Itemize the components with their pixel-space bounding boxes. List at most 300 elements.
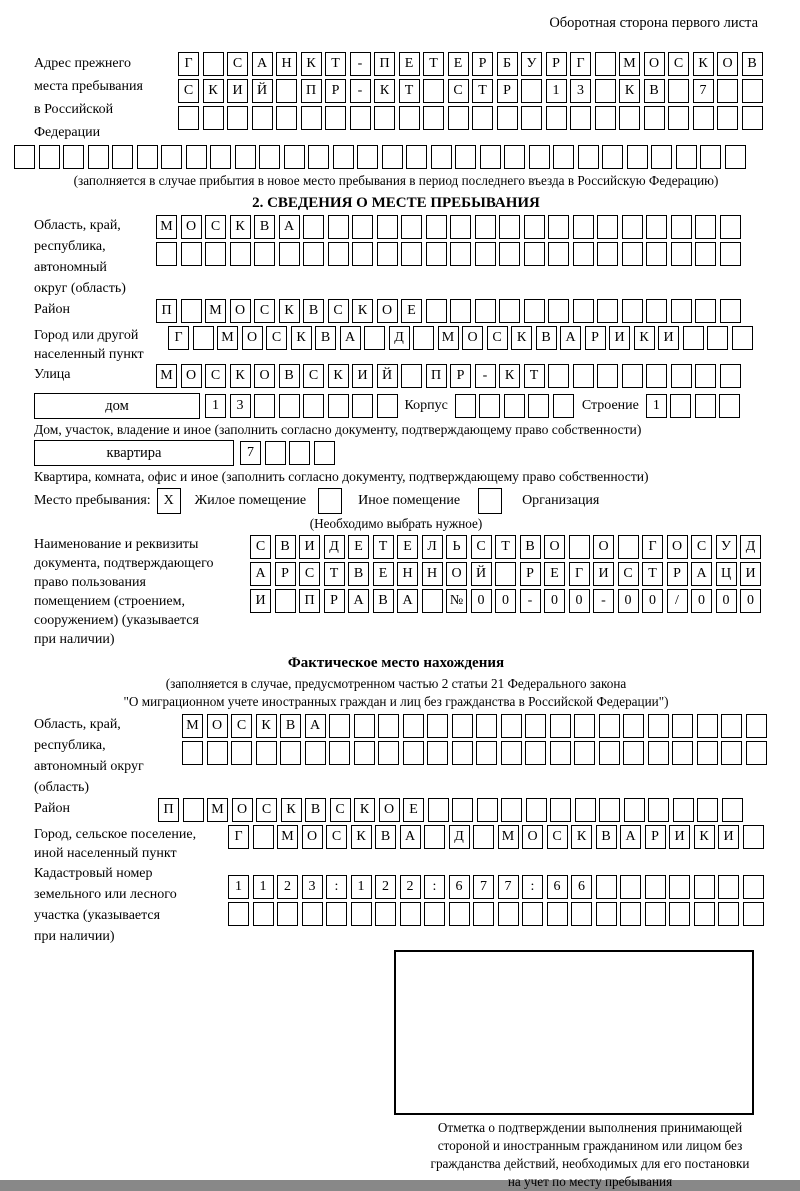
char-cell[interactable]: И xyxy=(299,535,320,559)
char-cell[interactable] xyxy=(504,394,525,418)
char-cell[interactable] xyxy=(475,215,496,239)
char-cell[interactable] xyxy=(498,902,519,926)
char-cell[interactable]: В xyxy=(536,326,557,350)
char-cell[interactable] xyxy=(377,242,398,266)
char-cell[interactable] xyxy=(450,242,471,266)
char-cell[interactable]: К xyxy=(301,52,322,76)
char-cell[interactable]: И xyxy=(352,364,373,388)
char-cell[interactable]: 0 xyxy=(642,589,663,613)
char-cell[interactable] xyxy=(382,145,403,169)
char-cell[interactable]: 1 xyxy=(228,875,249,899)
char-cell[interactable] xyxy=(578,145,599,169)
char-cell[interactable] xyxy=(720,364,741,388)
char-cell[interactable] xyxy=(403,714,424,738)
char-cell[interactable] xyxy=(427,714,448,738)
char-cell[interactable]: - xyxy=(520,589,541,613)
char-cell[interactable] xyxy=(284,145,305,169)
char-cell[interactable] xyxy=(553,145,574,169)
char-cell[interactable]: 0 xyxy=(618,589,639,613)
char-cell[interactable]: В xyxy=(596,825,617,849)
char-cell[interactable] xyxy=(455,394,476,418)
char-cell[interactable] xyxy=(277,902,298,926)
char-cell[interactable] xyxy=(742,79,763,103)
char-cell[interactable] xyxy=(137,145,158,169)
char-cell[interactable]: К xyxy=(374,79,395,103)
char-cell[interactable]: С xyxy=(231,714,252,738)
char-cell[interactable]: Р xyxy=(472,52,493,76)
char-cell[interactable]: С xyxy=(328,299,349,323)
char-cell[interactable] xyxy=(742,106,763,130)
char-cell[interactable]: О xyxy=(181,364,202,388)
char-cell[interactable] xyxy=(399,106,420,130)
char-cell[interactable]: О xyxy=(522,825,543,849)
char-cell[interactable] xyxy=(448,106,469,130)
char-cell[interactable] xyxy=(210,145,231,169)
char-cell[interactable]: 3 xyxy=(230,394,251,418)
char-cell[interactable] xyxy=(548,242,569,266)
char-cell[interactable] xyxy=(279,394,300,418)
char-cell[interactable]: О xyxy=(181,215,202,239)
char-cell[interactable] xyxy=(333,145,354,169)
char-cell[interactable]: К xyxy=(571,825,592,849)
char-cell[interactable] xyxy=(721,741,742,765)
char-cell[interactable] xyxy=(235,145,256,169)
char-cell[interactable] xyxy=(524,299,545,323)
char-cell[interactable]: С xyxy=(256,798,277,822)
char-cell[interactable] xyxy=(450,299,471,323)
char-cell[interactable] xyxy=(227,106,248,130)
char-cell[interactable]: 0 xyxy=(740,589,761,613)
char-cell[interactable] xyxy=(622,364,643,388)
char-cell[interactable] xyxy=(276,79,297,103)
char-cell[interactable] xyxy=(501,798,522,822)
char-cell[interactable]: Т xyxy=(324,562,345,586)
char-cell[interactable]: В xyxy=(315,326,336,350)
char-cell[interactable]: К xyxy=(279,299,300,323)
char-cell[interactable]: А xyxy=(560,326,581,350)
char-cell[interactable]: - xyxy=(593,589,614,613)
char-cell[interactable] xyxy=(720,299,741,323)
char-cell[interactable]: 7 xyxy=(473,875,494,899)
char-cell[interactable] xyxy=(328,242,349,266)
char-cell[interactable]: К xyxy=(291,326,312,350)
char-cell[interactable] xyxy=(326,902,347,926)
char-cell[interactable]: С xyxy=(330,798,351,822)
char-cell[interactable] xyxy=(426,215,447,239)
char-cell[interactable]: С xyxy=(205,215,226,239)
char-cell[interactable]: - xyxy=(350,79,371,103)
char-cell[interactable] xyxy=(228,902,249,926)
char-cell[interactable] xyxy=(707,326,728,350)
char-cell[interactable] xyxy=(377,215,398,239)
char-cell[interactable]: М xyxy=(498,825,519,849)
char-cell[interactable] xyxy=(746,741,767,765)
char-cell[interactable] xyxy=(553,394,574,418)
char-cell[interactable]: К xyxy=(351,825,372,849)
char-cell[interactable]: И xyxy=(227,79,248,103)
char-cell[interactable]: П xyxy=(156,299,177,323)
char-cell[interactable] xyxy=(253,825,274,849)
char-cell[interactable]: Т xyxy=(524,364,545,388)
char-cell[interactable]: С xyxy=(547,825,568,849)
char-cell[interactable] xyxy=(668,79,689,103)
char-cell[interactable] xyxy=(203,106,224,130)
char-cell[interactable] xyxy=(570,106,591,130)
char-cell[interactable]: Й xyxy=(377,364,398,388)
char-cell[interactable]: Р xyxy=(667,562,688,586)
char-cell[interactable] xyxy=(651,145,672,169)
char-cell[interactable]: Г xyxy=(569,562,590,586)
char-cell[interactable] xyxy=(203,52,224,76)
char-cell[interactable]: О xyxy=(207,714,228,738)
char-cell[interactable]: Г xyxy=(168,326,189,350)
char-cell[interactable] xyxy=(618,535,639,559)
char-cell[interactable]: С xyxy=(303,364,324,388)
char-cell[interactable]: К xyxy=(354,798,375,822)
char-cell[interactable]: 6 xyxy=(449,875,470,899)
char-cell[interactable]: М xyxy=(205,299,226,323)
char-cell[interactable] xyxy=(695,394,716,418)
char-cell[interactable]: Е xyxy=(373,562,394,586)
char-cell[interactable] xyxy=(548,215,569,239)
char-cell[interactable] xyxy=(697,798,718,822)
char-cell[interactable]: К xyxy=(619,79,640,103)
char-cell[interactable]: С xyxy=(254,299,275,323)
char-cell[interactable] xyxy=(401,242,422,266)
char-cell[interactable] xyxy=(497,106,518,130)
char-cell[interactable] xyxy=(645,875,666,899)
char-cell[interactable] xyxy=(718,902,739,926)
char-cell[interactable]: К xyxy=(634,326,655,350)
char-cell[interactable]: О xyxy=(593,535,614,559)
char-cell[interactable]: К xyxy=(693,52,714,76)
char-cell[interactable] xyxy=(183,798,204,822)
char-cell[interactable]: 0 xyxy=(716,589,737,613)
char-cell[interactable]: К xyxy=(328,364,349,388)
char-cell[interactable] xyxy=(329,714,350,738)
char-cell[interactable] xyxy=(112,145,133,169)
char-cell[interactable] xyxy=(732,326,753,350)
char-cell[interactable] xyxy=(524,215,545,239)
char-cell[interactable]: В xyxy=(644,79,665,103)
char-cell[interactable]: И xyxy=(609,326,630,350)
char-cell[interactable]: № xyxy=(446,589,467,613)
char-cell[interactable] xyxy=(39,145,60,169)
char-cell[interactable] xyxy=(161,145,182,169)
char-cell[interactable]: - xyxy=(475,364,496,388)
char-cell[interactable] xyxy=(599,741,620,765)
char-cell[interactable] xyxy=(364,326,385,350)
char-cell[interactable]: В xyxy=(305,798,326,822)
char-cell[interactable] xyxy=(431,145,452,169)
char-cell[interactable]: М xyxy=(217,326,238,350)
char-cell[interactable] xyxy=(670,394,691,418)
char-cell[interactable] xyxy=(501,741,522,765)
char-cell[interactable]: П xyxy=(301,79,322,103)
char-cell[interactable]: А xyxy=(279,215,300,239)
char-cell[interactable] xyxy=(525,714,546,738)
char-cell[interactable] xyxy=(597,215,618,239)
char-cell[interactable] xyxy=(717,106,738,130)
char-cell[interactable]: И xyxy=(740,562,761,586)
char-cell[interactable]: Д xyxy=(740,535,761,559)
char-cell[interactable]: А xyxy=(620,825,641,849)
char-cell[interactable]: И xyxy=(658,326,679,350)
char-cell[interactable]: А xyxy=(305,714,326,738)
char-cell[interactable]: 0 xyxy=(471,589,492,613)
char-cell[interactable]: 7 xyxy=(240,441,261,465)
char-cell[interactable] xyxy=(406,145,427,169)
char-cell[interactable] xyxy=(725,145,746,169)
char-cell[interactable] xyxy=(697,714,718,738)
char-cell[interactable] xyxy=(354,714,375,738)
char-cell[interactable]: 0 xyxy=(544,589,565,613)
char-cell[interactable]: 6 xyxy=(547,875,568,899)
char-cell[interactable] xyxy=(423,106,444,130)
char-cell[interactable] xyxy=(480,145,501,169)
char-cell[interactable] xyxy=(275,589,296,613)
char-cell[interactable] xyxy=(452,714,473,738)
char-cell[interactable] xyxy=(720,215,741,239)
char-cell[interactable]: 0 xyxy=(691,589,712,613)
char-cell[interactable] xyxy=(181,242,202,266)
char-cell[interactable] xyxy=(473,825,494,849)
char-cell[interactable]: О xyxy=(232,798,253,822)
char-cell[interactable]: С xyxy=(227,52,248,76)
char-cell[interactable]: С xyxy=(205,364,226,388)
char-cell[interactable]: Р xyxy=(585,326,606,350)
char-cell[interactable]: А xyxy=(250,562,271,586)
char-cell[interactable]: И xyxy=(250,589,271,613)
char-cell[interactable] xyxy=(599,714,620,738)
char-cell[interactable]: Г xyxy=(178,52,199,76)
char-cell[interactable]: О xyxy=(379,798,400,822)
char-cell[interactable]: Н xyxy=(276,52,297,76)
char-cell[interactable] xyxy=(695,299,716,323)
char-cell[interactable]: 1 xyxy=(253,875,274,899)
char-cell[interactable] xyxy=(697,741,718,765)
char-cell[interactable]: Т xyxy=(399,79,420,103)
char-cell[interactable]: С xyxy=(487,326,508,350)
char-cell[interactable]: К xyxy=(203,79,224,103)
char-cell[interactable]: Т xyxy=(373,535,394,559)
char-cell[interactable]: Р xyxy=(324,589,345,613)
char-cell[interactable] xyxy=(354,741,375,765)
char-cell[interactable]: Т xyxy=(423,52,444,76)
char-cell[interactable]: О xyxy=(462,326,483,350)
checkbox-residential-premises[interactable]: X xyxy=(157,488,181,514)
char-cell[interactable] xyxy=(648,798,669,822)
char-cell[interactable] xyxy=(597,364,618,388)
char-cell[interactable] xyxy=(308,145,329,169)
char-cell[interactable] xyxy=(548,299,569,323)
char-cell[interactable] xyxy=(550,798,571,822)
char-cell[interactable]: С xyxy=(448,79,469,103)
char-cell[interactable] xyxy=(186,145,207,169)
char-cell[interactable]: В xyxy=(373,589,394,613)
char-cell[interactable] xyxy=(182,741,203,765)
char-cell[interactable] xyxy=(329,741,350,765)
char-cell[interactable]: Ь xyxy=(446,535,467,559)
char-cell[interactable] xyxy=(499,215,520,239)
char-cell[interactable] xyxy=(289,441,310,465)
char-cell[interactable] xyxy=(644,106,665,130)
char-cell[interactable] xyxy=(622,299,643,323)
char-cell[interactable] xyxy=(547,902,568,926)
char-cell[interactable] xyxy=(648,741,669,765)
char-cell[interactable]: С xyxy=(266,326,287,350)
char-cell[interactable]: О xyxy=(644,52,665,76)
char-cell[interactable] xyxy=(550,714,571,738)
char-cell[interactable] xyxy=(673,798,694,822)
char-cell[interactable]: С xyxy=(326,825,347,849)
char-cell[interactable] xyxy=(452,741,473,765)
char-cell[interactable]: Т xyxy=(472,79,493,103)
char-cell[interactable] xyxy=(646,364,667,388)
char-cell[interactable]: В xyxy=(375,825,396,849)
char-cell[interactable]: О xyxy=(446,562,467,586)
char-cell[interactable] xyxy=(428,798,449,822)
char-cell[interactable] xyxy=(475,242,496,266)
char-cell[interactable]: И xyxy=(718,825,739,849)
char-cell[interactable]: М xyxy=(182,714,203,738)
char-cell[interactable] xyxy=(426,242,447,266)
char-cell[interactable]: П xyxy=(158,798,179,822)
char-cell[interactable] xyxy=(254,394,275,418)
char-cell[interactable] xyxy=(401,364,422,388)
char-cell[interactable] xyxy=(521,106,542,130)
char-cell[interactable]: Д xyxy=(389,326,410,350)
char-cell[interactable] xyxy=(231,741,252,765)
char-cell[interactable] xyxy=(276,106,297,130)
char-cell[interactable] xyxy=(427,741,448,765)
char-cell[interactable]: Е xyxy=(397,535,418,559)
char-cell[interactable] xyxy=(528,394,549,418)
char-cell[interactable] xyxy=(424,902,445,926)
char-cell[interactable] xyxy=(475,299,496,323)
char-cell[interactable]: М xyxy=(207,798,228,822)
char-cell[interactable]: Е xyxy=(401,299,422,323)
char-cell[interactable]: : xyxy=(522,875,543,899)
char-cell[interactable] xyxy=(476,741,497,765)
char-cell[interactable] xyxy=(569,535,590,559)
char-cell[interactable]: А xyxy=(348,589,369,613)
char-cell[interactable] xyxy=(377,394,398,418)
char-cell[interactable] xyxy=(597,299,618,323)
char-cell[interactable] xyxy=(495,562,516,586)
char-cell[interactable] xyxy=(622,215,643,239)
char-cell[interactable] xyxy=(602,145,623,169)
char-cell[interactable]: Т xyxy=(325,52,346,76)
char-cell[interactable] xyxy=(548,364,569,388)
char-cell[interactable]: С xyxy=(618,562,639,586)
char-cell[interactable]: Т xyxy=(642,562,663,586)
char-cell[interactable] xyxy=(623,741,644,765)
char-cell[interactable] xyxy=(325,106,346,130)
char-cell[interactable] xyxy=(378,741,399,765)
char-cell[interactable]: 3 xyxy=(302,875,323,899)
char-cell[interactable] xyxy=(449,902,470,926)
char-cell[interactable]: В xyxy=(303,299,324,323)
char-cell[interactable]: Д xyxy=(449,825,470,849)
char-cell[interactable] xyxy=(303,242,324,266)
char-cell[interactable]: М xyxy=(277,825,298,849)
char-cell[interactable]: О xyxy=(544,535,565,559)
char-cell[interactable] xyxy=(280,741,301,765)
char-cell[interactable] xyxy=(472,106,493,130)
char-cell[interactable]: У xyxy=(716,535,737,559)
char-cell[interactable]: Р xyxy=(450,364,471,388)
char-cell[interactable] xyxy=(522,902,543,926)
char-cell[interactable]: 1 xyxy=(646,394,667,418)
char-cell[interactable]: О xyxy=(667,535,688,559)
char-cell[interactable]: С xyxy=(299,562,320,586)
char-cell[interactable]: Д xyxy=(324,535,345,559)
char-cell[interactable]: М xyxy=(156,364,177,388)
char-cell[interactable] xyxy=(694,875,715,899)
char-cell[interactable] xyxy=(452,798,473,822)
char-cell[interactable] xyxy=(279,242,300,266)
char-cell[interactable] xyxy=(413,326,434,350)
char-cell[interactable] xyxy=(646,215,667,239)
char-cell[interactable] xyxy=(423,79,444,103)
char-cell[interactable] xyxy=(525,741,546,765)
char-cell[interactable]: М xyxy=(438,326,459,350)
char-cell[interactable]: Г xyxy=(228,825,249,849)
char-cell[interactable] xyxy=(254,242,275,266)
char-cell[interactable] xyxy=(648,714,669,738)
char-cell[interactable]: 0 xyxy=(495,589,516,613)
char-cell[interactable] xyxy=(252,106,273,130)
char-cell[interactable] xyxy=(573,215,594,239)
char-cell[interactable] xyxy=(422,589,443,613)
char-cell[interactable]: К xyxy=(281,798,302,822)
char-cell[interactable]: П xyxy=(299,589,320,613)
char-cell[interactable]: Р xyxy=(497,79,518,103)
char-cell[interactable]: 6 xyxy=(571,875,592,899)
char-cell[interactable] xyxy=(672,741,693,765)
char-cell[interactable] xyxy=(743,902,764,926)
char-cell[interactable] xyxy=(178,106,199,130)
char-cell[interactable]: М xyxy=(156,215,177,239)
char-cell[interactable] xyxy=(645,902,666,926)
char-cell[interactable]: 7 xyxy=(693,79,714,103)
char-cell[interactable] xyxy=(695,242,716,266)
char-cell[interactable] xyxy=(746,714,767,738)
char-cell[interactable]: А xyxy=(691,562,712,586)
char-cell[interactable]: В xyxy=(275,535,296,559)
char-cell[interactable] xyxy=(573,242,594,266)
char-cell[interactable] xyxy=(351,902,372,926)
char-cell[interactable] xyxy=(529,145,550,169)
char-cell[interactable] xyxy=(743,825,764,849)
char-cell[interactable]: О xyxy=(717,52,738,76)
char-cell[interactable] xyxy=(717,79,738,103)
char-cell[interactable] xyxy=(303,394,324,418)
char-cell[interactable]: С xyxy=(471,535,492,559)
char-cell[interactable] xyxy=(205,242,226,266)
char-cell[interactable] xyxy=(721,714,742,738)
char-cell[interactable]: О xyxy=(242,326,263,350)
char-cell[interactable]: Е xyxy=(544,562,565,586)
char-cell[interactable] xyxy=(477,798,498,822)
char-cell[interactable]: К xyxy=(352,299,373,323)
char-cell[interactable]: К xyxy=(230,215,251,239)
char-cell[interactable] xyxy=(743,875,764,899)
char-cell[interactable] xyxy=(693,106,714,130)
char-cell[interactable] xyxy=(253,902,274,926)
char-cell[interactable] xyxy=(14,145,35,169)
